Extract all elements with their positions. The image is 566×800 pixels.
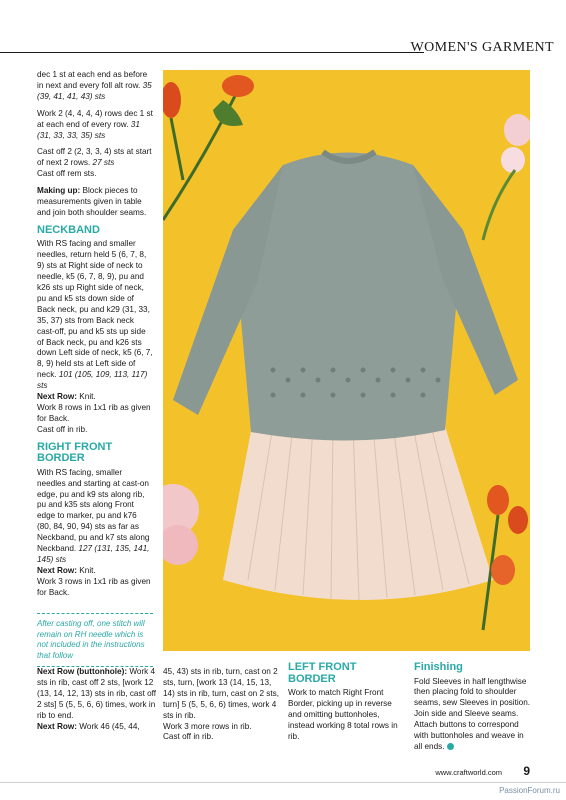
finishing-heading: Finishing — [414, 661, 463, 673]
left-column: dec 1 st at each end as before in next and every foll alt row. 35 (39, 41, 41, 43) sts Work 2 (4, 4, 4, 4) rows dec 1 st at each end of every row. 31 (31, 33, 33, 35) sts Cast off 2 (2, 3, 3, 4) sts at start of next 2 rows. 27 sts Cast off rem sts. Making up: Block pieces to measurements given in table and join both shoulder seams. NECKBAND With RS facing and smaller needles, return held 5 (6, 7, 8, 9) sts at Right side of neck to needle, k5 (6, 7, 8, 9), pu and k26 sts up Right side of neck, pu and k5 sts down side of Back neck, pu and k29 (31, 33, 35, 37) sts from Back neck cast-off, pu and k5 sts up side of Back neck, pu and k26 sts down Left side of neck, k5 (6, 7, 8, 9) held sts at Left side of neck. 101 (105, 109, 113, 117) sts Next Row: Knit. Work 8 rows in 1x1 rib as given for Back. Cast off in rib. RIGHT FRONT BORDER With RS facing, smaller needles and starting at cast-on edge, pu and k9 sts along rib, pu and k35 sts along Front edge to marker, pu and k76 (80, 84, 90, 94) sts as far as Neckband, pu and k7 sts along Neckband. 127 (131, 135, 141, 145) sts Next Row: Knit. Work 3 rows in 1x1 rib as given for Back. — [37, 70, 153, 597]
bottom-column-2: 45, 43) sts in rib, turn, cast on 2 sts, turn, [work 13 (14, 15, 13, 14) sts in rib, turn, cast on 2 sts, turn] 5 (5, 5, 6, 6) times, work 4 sts in rib. Work 3 more rows in rib. Cast off in rib. — [163, 667, 280, 742]
left-front-border-heading: LEFT FRONT BORDER — [288, 661, 357, 685]
tulip-decoration — [163, 75, 254, 220]
garment-illustration — [163, 70, 530, 651]
callout-note: After casting off, one stitch will remain on RH needle which is not included in the instructions that follow — [37, 613, 153, 667]
pink-tulip-decoration — [483, 114, 530, 240]
bottom-column-1: Next Row (buttonhole): Work 4 sts in rib, cast off 2 sts, [work 12 (13, 14, 12, 13) sts in rib, cast off 2 sts] 5 (5, 5, 6, 6) times, work in rib to end. Next Row: Work 46 (45, 44, — [37, 667, 157, 731]
page-header — [0, 0, 566, 62]
bottom-column-3: LEFT FRONT BORDER Work to match Right Front Border, picking up in reverse and omitting buttonholes, instead working 8 total rows in rib. — [288, 662, 406, 743]
header-rule — [0, 52, 424, 53]
right-front-border-paragraph: With RS facing, smaller needles and starting at cast-on edge, pu and k9 sts along rib, pu and k35 sts along Front edge to marker, pu and k76 (80, 84, 90, 94) sts as far as Neckband, pu and k7 sts along Neckband. 127 (131, 135, 141, 145) sts — [37, 467, 150, 564]
right-front-border-heading: RIGHT FRONT BORDER — [37, 440, 113, 465]
bottom-column-4: Finishing Fold Sleeves in half lengthwise then placing fold to shoulder seams, sew Sleeves in position. Join side and Sleeve seams. Attach buttons to correspond with buttonholes and weave in all ends. — [414, 661, 531, 751]
page-number: 9 — [523, 764, 530, 778]
section-title: WOMEN'S GARMENT — [410, 40, 554, 55]
tulip-bottom-right-decoration — [483, 485, 528, 630]
footer-website: www.craftworld.com — [435, 768, 502, 777]
making-up-paragraph: Making up: Block pieces to measurements given in table and join both shoulder seams. — [37, 186, 147, 217]
end-bullet-icon — [447, 743, 454, 750]
watermark: PassionForum.ru — [499, 786, 560, 795]
footer-rule — [0, 782, 566, 783]
peony-decoration — [163, 484, 199, 565]
neckband-paragraph: With RS facing and smaller needles, return held 5 (6, 7, 8, 9) sts at Right side of neck to needle, k5 (6, 7, 8, 9), pu and k26 sts up Right side of neck, pu and k5 sts down side of Back neck, pu and k29 (31, 33, 35, 37) sts from Back neck cast-off, pu and k5 sts up side of Back neck, pu and k26 sts down Left side of neck, k5 (6, 7, 8, 9) held sts at Left side of neck. 101 (105, 109, 113, 117) sts — [37, 239, 153, 391]
garment-photo — [163, 70, 530, 651]
neckband-heading: NECKBAND — [37, 223, 100, 236]
